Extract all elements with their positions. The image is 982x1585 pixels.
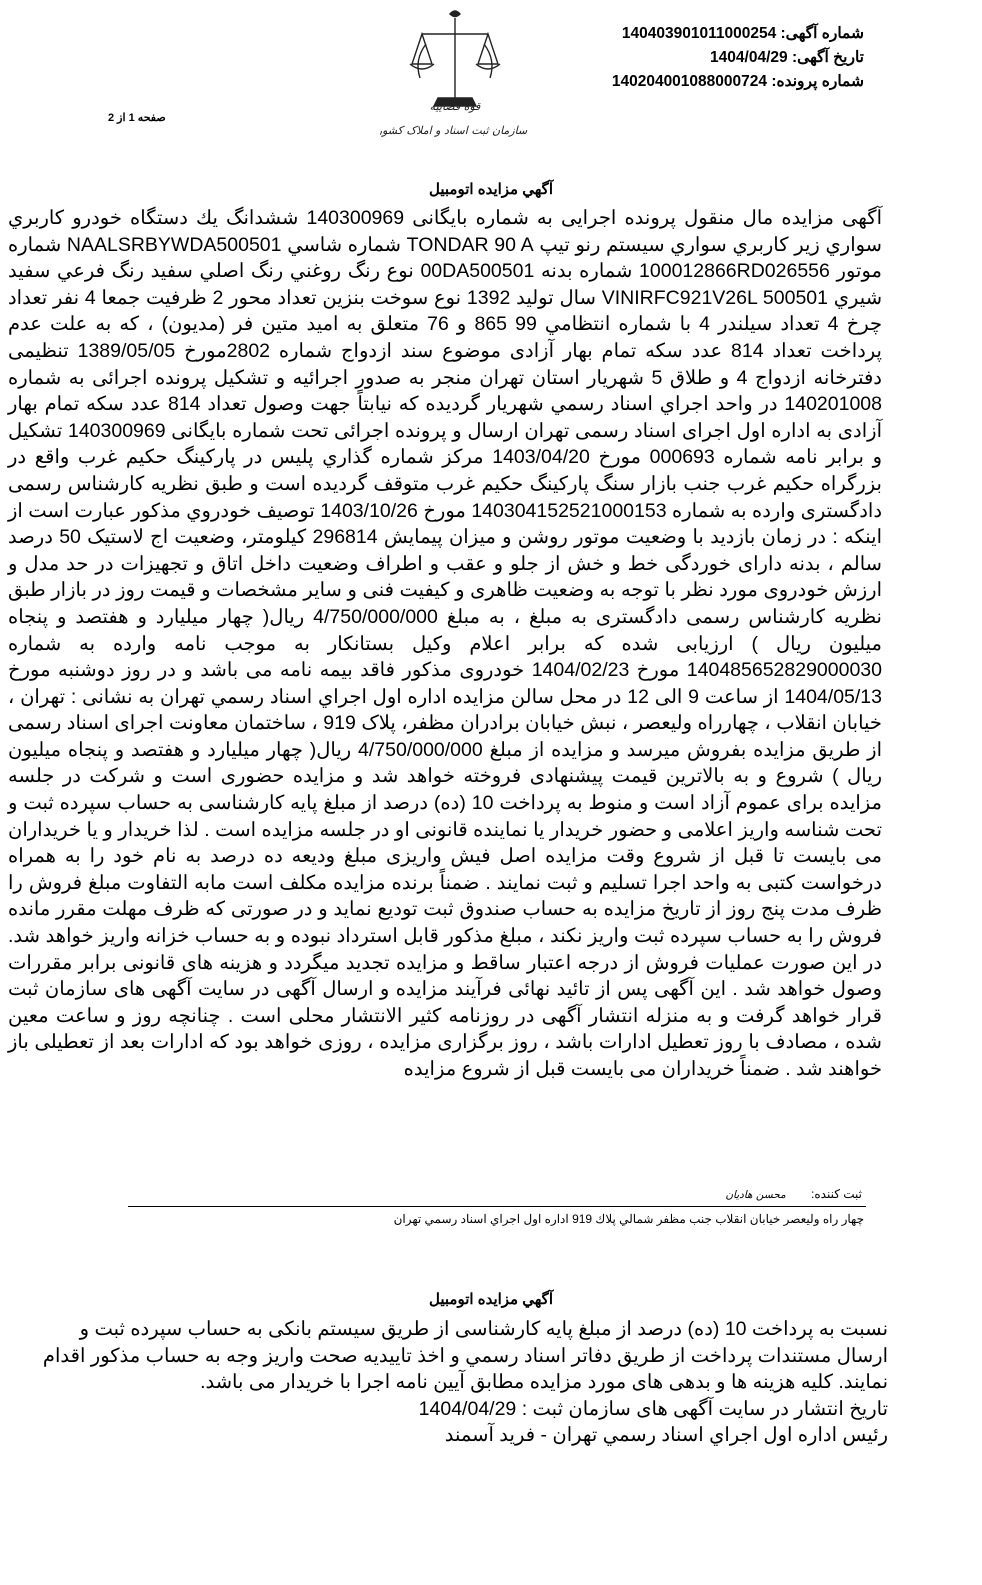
continuation-line: نسبت به پرداخت 10 (ده) درصد از مبلغ پایه کارشناسی از طریق سیستم بانکی به حساب سپرده ثبت و — [79, 1318, 888, 1340]
registrar-name: محسن هادیان — [725, 1189, 786, 1201]
continuation-line: نمايند. كليه هزينه ها و بدهی های مورد مزایده مطابق آيين نامه اجرا با خريدار می باشد. — [200, 1371, 888, 1394]
signatory-line: رئيس اداره اول اجراي اسناد رسمي تهران - فريد آسمند — [444, 1424, 888, 1447]
page-indicator: صفحه 1 از 2 — [108, 112, 166, 124]
publish-date: 1404/04/29 — [418, 1397, 517, 1420]
registrar — [725, 1187, 862, 1201]
file-number-label: شماره پرونده: — [771, 73, 864, 90]
notice-body: آگهی مزایده مال منقول پرونده اجرایی به شماره بایگانی 140300969 ششدانگ يك دستگاه خودرو كاربري سواري زير كاربري سواري سيستم رنو تيپ TONDAR 90 A شماره شاسي NAALSRBYWDA500501 شماره موتور 100012866RD026556 شماره بدنه 00DA500501 نوع رنگ روغني رنگ اصلي سفيد رنگ فرعي سفيد شيري VINIRFC921V26L 500501 سال توليد 1392 نوع سوخت بنزين تعداد محور 2 ظرفيت جمعا 4 نفر تعداد چرخ 4 تعداد سيلندر 4 با شماره انتظامي 99 865 و 76 متعلق به امید متین فر (مدیون) ، که به علت عدم پرداخت تعداد 814 عدد سکه تمام بهار آزادی موضوع سند ازدواج شماره 2802مورخ 1389/05/05 تنظیمی دفترخانه ازدواج 4 و طلاق 5 شهریار استان تهران منجر به صدور اجرائیه و تشکیل پرونده اجرائی به شماره 140201008 در واحد اجراي اسناد رسمي شهريار گرديده که نیابتاً جهت وصول تعداد 814 عدد سکه تمام بهار آزادی به اداره اول اجرای اسناد رسمی تهران ارسال و پرونده اجرائی تحت شماره بایگانی 140300969 تشکیل و برابر نامه شماره 000693 مورخ 1403/04/20 مرکز شماره گذاري پليس در پارکینگ حکیم غرب واقع در بزرگراه حکیم غرب جنب بازار سنگ پارکینگ حکیم غرب متوقف گردیده است و طبق نظريه کارشناس رسمی دادگستری وارده به شماره 140304152521000153 مورخ 1403/10/26 توصيف خودروي مذكور عبارت است از اینکه : در زمان بازدید با وضعیت موتور روشن و میزان پیمایش 296814 کیلومتر، وضعیت اج لاستیک 50 درصد سالم ، بدنه دارای خوردگی خط و خش از جلو و عقب و اطراف وضعیت داخل اتاق و تجهیزات در حد مدل و ارزش خودروی مورد نظر با توجه به وضعیت ظاهری و کیفیت فنی و سایر مشخصات و قیمت روز در بازار طبق نظریه کارشناس رسمی دادگستری به مبلغ ، به مبلغ 4/750/000/000 ریال( چهار میلیارد و هفتصد و پنجاه میلیون ریال ) ارزیابی شده که برابر اعلام وکیل بستانکار به موجب نامه وارده به شماره 140485652829000030 مورخ 1404/02/23 خودروی مذکور فاقد بیمه نامه می باشد و در روز دوشنبه مورخ 1404/05/13 از ساعت 9 الی 12 در محل سالن مزايده اداره اول اجراي اسناد رسمي تهران به نشانی : تهران ، خیابان انقلاب ، چهارراه ولیعصر ، نبش خیابان برادران مظفر، پلاک 919 ، ساختمان معاونت اجرای اسناد رسمی از طریق مزایده بفروش میرسد و مزايده از مبلغ 4/750/000/000 ریال( چهار میلیارد و هفتصد و پنجاه میلیون ریال ) شروع و به بالاترين قيمت پيشنهادی فروخته خواهد شد و مزایده حضوری است و شرکت در جلسه مزایده برای عموم آزاد است و منوط به پرداخت 10 (ده) درصد از مبلغ پایه کارشناسی به حساب سپرده ثبت و تحت شناسه واریز اعلامی و حضور خریدار یا نماینده قانونی او در جلسه مزایده است . لذا خریدار و یا خریداران می بایست تا قبل از شروع وقت مزایده اصل فیش واریزی مبلغ ودیعه ده درصد به نام خود را به همراه درخواست کتبی به واحد اجرا تسلیم و ثبت نمایند . ضمناً برنده مزایده مکلف است مابه التفاوت مبلغ فروش را ظرف مدت پنج روز از تاریخ مزایده به حساب صندوق ثبت تودیع نماید و در صورتی که ظرف مهلت مقرر مانده فروش را به حساب سپرده ثبت واریز نکند ، مبلغ مذکور قابل استرداد نبوده و به حساب خزانه واریز خواهد شد. در این صورت عملیات فروش از درجه اعتبار ساقط و مزایده تجدید میگردد و هزینه های قانونی برابر مقررات وصول خواهد شد . این آگهی پس از تائید نهائی فرآیند مزایده و ارسال آگهی در سایت آگهی های سازمان ثبت قرار خواهد گرفت و به منزله انتشار آگهی در روزنامه کثیر الانتشار محلی است . چنانچه روز و ساعت معین شده ، مصادف با روز تعطیل ادارات باشد ، روز برگزاری مزایده ، روزی خواهد بود که ادارات بعد از تعطیلی باز خواهند شد . ضمناً خریداران می بایست قبل از شروع مزایده — [8, 207, 883, 1080]
notice-number-row — [612, 22, 864, 46]
judiciary-emblem-logo — [380, 6, 530, 146]
notice-meta — [612, 22, 864, 94]
svg-text:سازمان ثبت اسناد و املاک کشور: سازمان ثبت اسناد و املاک کشور — [380, 124, 528, 137]
notice-number-label: شماره آگهی: — [780, 25, 864, 42]
continuation-title: آگهي مزايده اتومبيل — [429, 1291, 553, 1308]
publish-date-line — [14, 1396, 888, 1423]
file-number: 140204001088000724 — [611, 73, 768, 90]
continuation-body — [14, 1316, 888, 1449]
svg-text:قوه قضاییه: قوه قضاییه — [429, 100, 481, 113]
file-number-row — [612, 70, 864, 94]
notice-date-row — [612, 46, 864, 70]
office-address: چهار راه وليعصر خيابان انقلاب جنب مظفر شمالي پلاك 919 اداره اول اجراي اسناد رسمي تهران — [393, 1212, 864, 1226]
notice-number: 140403901011000254 — [621, 25, 777, 42]
scales-of-justice-icon — [380, 6, 530, 146]
notice-date-label: تاریخ آگهی: — [791, 49, 864, 66]
continuation-line: ارسال مستندات پرداخت از طريق دفاتر اسناد رسمي و اخذ تاييديه صحت واريز وجه به حساب مذكور اقدام — [42, 1344, 888, 1367]
notice-date: 1404/04/29 — [710, 49, 788, 66]
registrar-label: ثبت کننده: — [811, 1187, 862, 1201]
divider — [128, 1206, 866, 1207]
notice-title: آگهي مزايده اتومبيل — [429, 181, 553, 198]
publish-date-label: تاریخ انتشار در سایت آگهی های سازمان ثبت : — [521, 1397, 888, 1420]
